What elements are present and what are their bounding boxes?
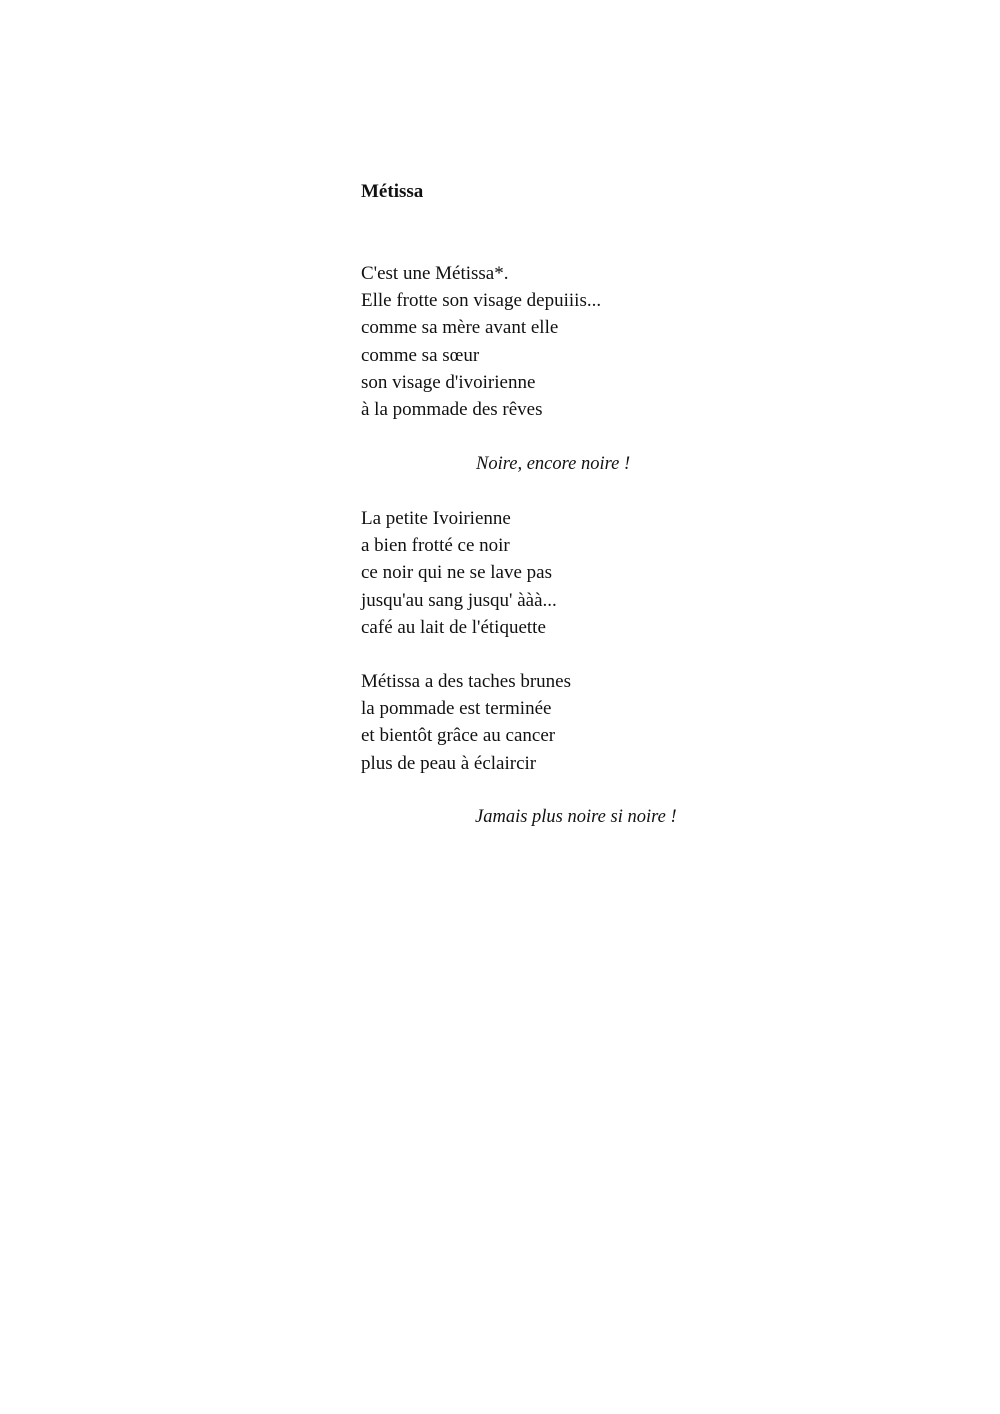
verse-line: et bientôt grâce au cancer xyxy=(361,725,556,747)
verse-line: Elle frotte son visage depuiiis... xyxy=(361,290,602,312)
refrain-1: Noire, encore noire ! xyxy=(476,454,631,474)
verse-line: ce noir qui ne se lave pas xyxy=(361,562,552,584)
poem-title: Métissa xyxy=(361,181,424,202)
verse-line: plus de peau à éclaircir xyxy=(361,752,537,774)
verse-line: café au lait de l'étiquette xyxy=(361,616,546,638)
verse-line: comme sa sœur xyxy=(361,344,480,366)
verse-line: comme sa mère avant elle xyxy=(361,317,559,339)
verse-line: a bien frotté ce noir xyxy=(361,535,510,557)
stanza-1 xyxy=(361,260,601,423)
verse-line: jusqu'au sang jusqu' ààà... xyxy=(361,589,557,611)
verse-line: C'est une Métissa*. xyxy=(361,263,509,284)
stanza-3 xyxy=(361,668,571,777)
verse-line: la pommade est terminée xyxy=(361,698,552,720)
verse-line: Métissa a des taches brunes xyxy=(361,671,571,692)
verse-line: La petite Ivoirienne xyxy=(361,508,511,529)
verse-line: son visage d'ivoirienne xyxy=(361,371,536,393)
verse-line: à la pommade des rêves xyxy=(361,399,543,421)
refrain-2: Jamais plus noire si noire ! xyxy=(475,807,677,827)
stanza-2 xyxy=(361,505,557,641)
